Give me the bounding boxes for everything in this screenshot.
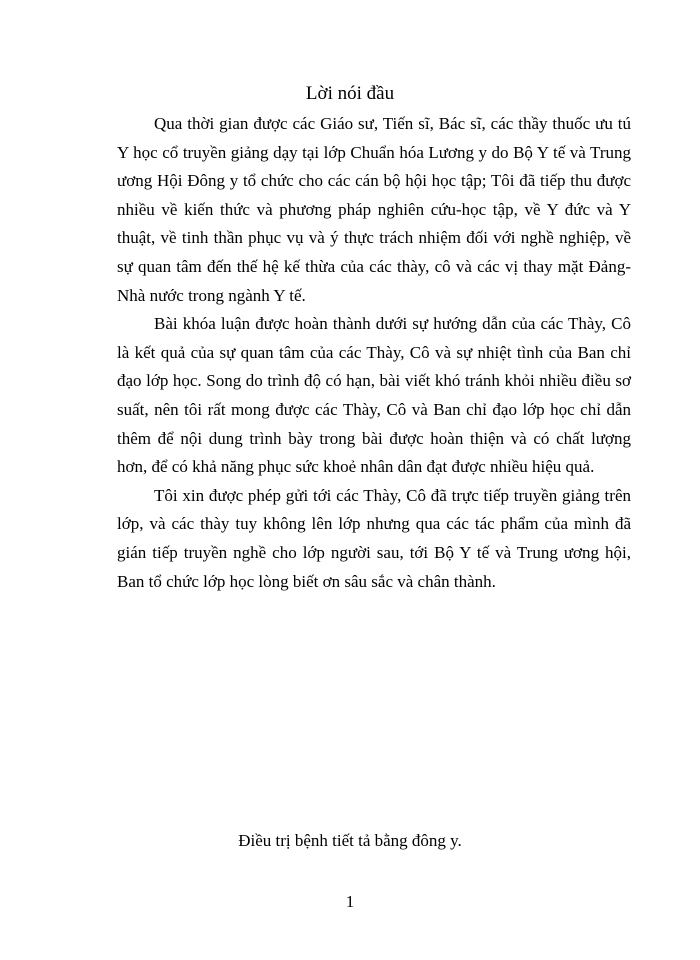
page-title: Lời nói đầu bbox=[305, 83, 395, 104]
paragraph-3: Tôi xin được phép gửi tới các Thày, Cô đã trực tiếp truyền giảng trên lớp, và các thày tuy không lên lớp nhưng qua các tác phẩm của mình đã gián tiếp truyền nghề cho lớp người sau, tới Bộ Y tế và Trung ương hội, Ban tổ chức lớp học lòng biết ơn sâu sắc và chân thành. bbox=[117, 485, 631, 591]
paragraph-2: Bài khóa luận được hoàn thành dưới sự hướng dẫn của các Thày, Cô là kết quả của sự quan tâm của các Thày, Cô và sự nhiệt tình của Ban chỉ đạo lớp học. Song do trình độ có hạn, bài viết khó tránh khỏi nhiều điều sơ suất, nên tôi rất mong được các Thày, Cô và Ban chỉ đạo lớp học chỉ dẫn thêm để nội dung trình bày trong bài được hoàn thiện và có chất lượng hơn, để có khả năng phục sức khoẻ nhân dân đạt được nhiều hiệu quả. bbox=[117, 314, 631, 477]
footer-title: Điều trị bệnh tiết tả bằng đông y. bbox=[238, 831, 462, 850]
paragraph-1: Qua thời gian được các Giáo sư, Tiến sĩ, Bác sĩ, các thầy thuốc ưu tú Y học cổ truyền giảng dạy tại lớp Chuẩn hóa Lương y do Bộ Y tế và Trung ương Hội Đông y tổ chức cho các cán bộ hội học tập; Tôi đã tiếp thu được nhiều về kiến thức và phương pháp nghiên cứu-học tập, về Y đức và Y thuật, về tinh thần phục vụ và ý thực trách nhiệm đối với nghề nghiệp, về sự quan tâm đến thế hệ kế thừa của các thày, cô và các vị thay mặt Đảng-Nhà nước trong ngành Y tế. bbox=[117, 114, 631, 305]
page-number: 1 bbox=[345, 892, 355, 911]
body-text bbox=[117, 110, 631, 596]
